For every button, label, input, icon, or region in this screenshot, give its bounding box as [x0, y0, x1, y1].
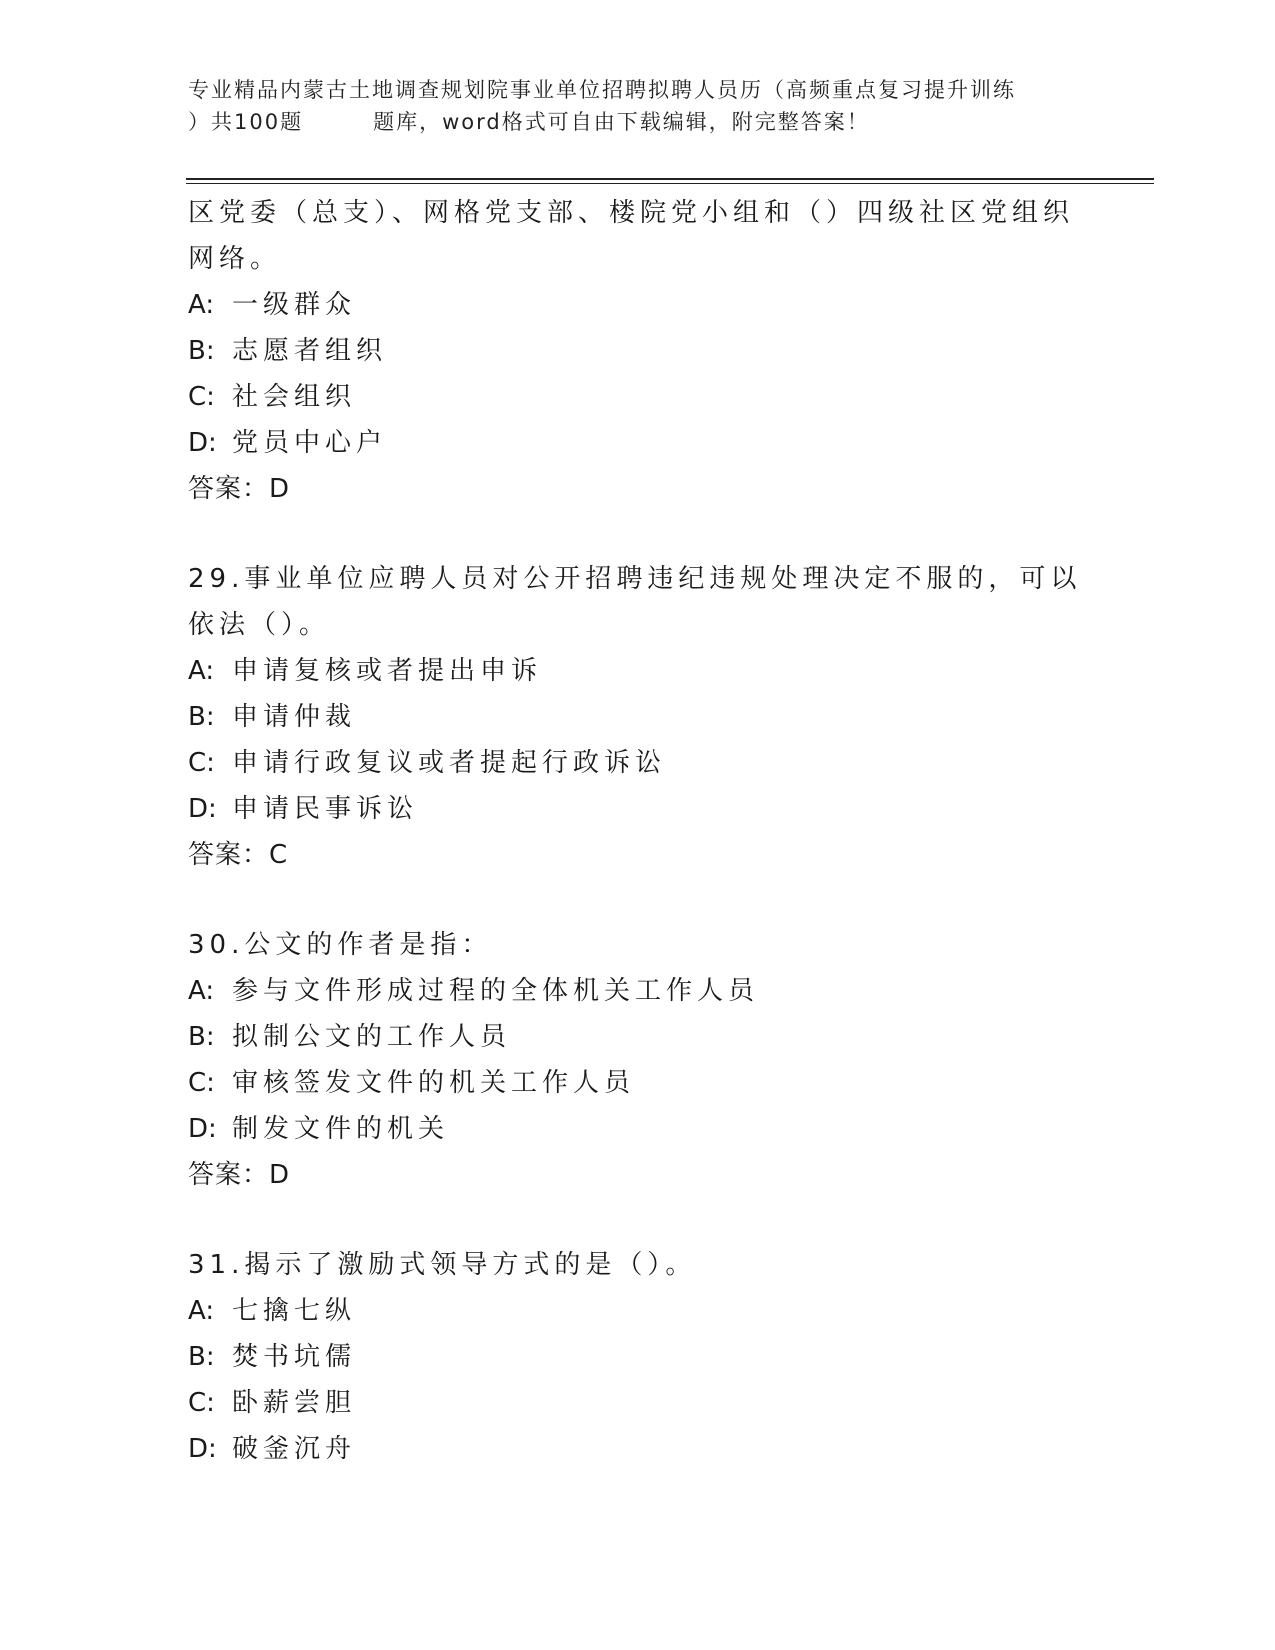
option-text: 卧薪尝胆	[232, 1388, 357, 1418]
header-line-2-part-a: ）共100题	[188, 110, 304, 134]
option-text: 参与文件形成过程的全体机关工作人员	[232, 976, 760, 1006]
option-text: 一级群众	[232, 290, 357, 320]
option-d	[188, 786, 1088, 832]
option-letter: B:	[188, 702, 215, 732]
option-text: 审核签发文件的机关工作人员	[232, 1068, 636, 1098]
question-text: 30.公文的作者是指：	[188, 930, 493, 960]
option-text: 申请民事诉讼	[232, 794, 419, 824]
option-letter: C:	[188, 1388, 215, 1418]
option-letter: A:	[188, 656, 215, 686]
option-text: 申请仲裁	[232, 702, 357, 732]
header-divider-thick	[186, 178, 1154, 180]
option-d	[188, 1106, 1088, 1152]
option-c	[188, 374, 1088, 420]
option-text: 七擒七纵	[232, 1296, 357, 1326]
question-list	[188, 190, 1088, 1472]
question-block	[188, 922, 1088, 1198]
option-b	[188, 1014, 1088, 1060]
option-text: 拟制公文的工作人员	[232, 1022, 512, 1052]
option-letter: C:	[188, 382, 215, 412]
question-text: 区党委（总支）、网格党支部、楼院党小组和（）四级社区党组织网络。	[188, 198, 1075, 274]
option-d	[188, 420, 1088, 466]
option-letter: D:	[188, 1114, 217, 1144]
option-a	[188, 282, 1088, 328]
option-letter: C:	[188, 1068, 215, 1098]
option-text: 社会组织	[232, 382, 357, 412]
option-letter: D:	[188, 428, 217, 458]
option-a	[188, 968, 1088, 1014]
option-d	[188, 1426, 1088, 1472]
option-text: 破釜沉舟	[232, 1434, 357, 1464]
option-text: 志愿者组织	[232, 336, 388, 366]
option-letter: A:	[188, 290, 215, 320]
question-block	[188, 190, 1088, 512]
header-line-2	[188, 106, 1088, 138]
option-text: 焚书坑儒	[232, 1342, 357, 1372]
option-b	[188, 694, 1088, 740]
answer-text: 答案：D	[188, 474, 291, 504]
option-c	[188, 1380, 1088, 1426]
option-letter: D:	[188, 1434, 217, 1464]
option-b	[188, 328, 1088, 374]
option-letter: A:	[188, 1296, 215, 1326]
header-line-2-part-b: 题库，word格式可自由下载编辑，附完整答案！	[373, 110, 870, 134]
option-letter: B:	[188, 336, 215, 366]
question-block	[188, 1242, 1088, 1472]
question-block	[188, 556, 1088, 878]
option-letter: D:	[188, 794, 217, 824]
document-header	[188, 74, 1088, 138]
header-divider-thin	[186, 183, 1154, 184]
option-letter: C:	[188, 748, 215, 778]
option-c	[188, 740, 1088, 786]
question-text: 29.事业单位应聘人员对公开招聘违纪违规处理决定不服的，可以依法（）。	[188, 564, 1082, 640]
header-line-1: 专业精品内蒙古土地调查规划院事业单位招聘拟聘人员历（高频重点复习提升训练	[188, 78, 1016, 102]
option-text: 申请行政复议或者提起行政诉讼	[232, 748, 667, 778]
option-text: 党员中心户	[232, 428, 388, 458]
answer-text: 答案：C	[188, 840, 289, 870]
answer-text: 答案：D	[188, 1160, 291, 1190]
option-text: 申请复核或者提出申诉	[232, 656, 543, 686]
option-letter: B:	[188, 1342, 215, 1372]
option-a	[188, 648, 1088, 694]
option-b	[188, 1334, 1088, 1380]
option-a	[188, 1288, 1088, 1334]
option-text: 制发文件的机关	[232, 1114, 450, 1144]
option-letter: B:	[188, 1022, 215, 1052]
option-letter: A:	[188, 976, 215, 1006]
option-c	[188, 1060, 1088, 1106]
question-text: 31.揭示了激励式领导方式的是（）。	[188, 1250, 697, 1280]
